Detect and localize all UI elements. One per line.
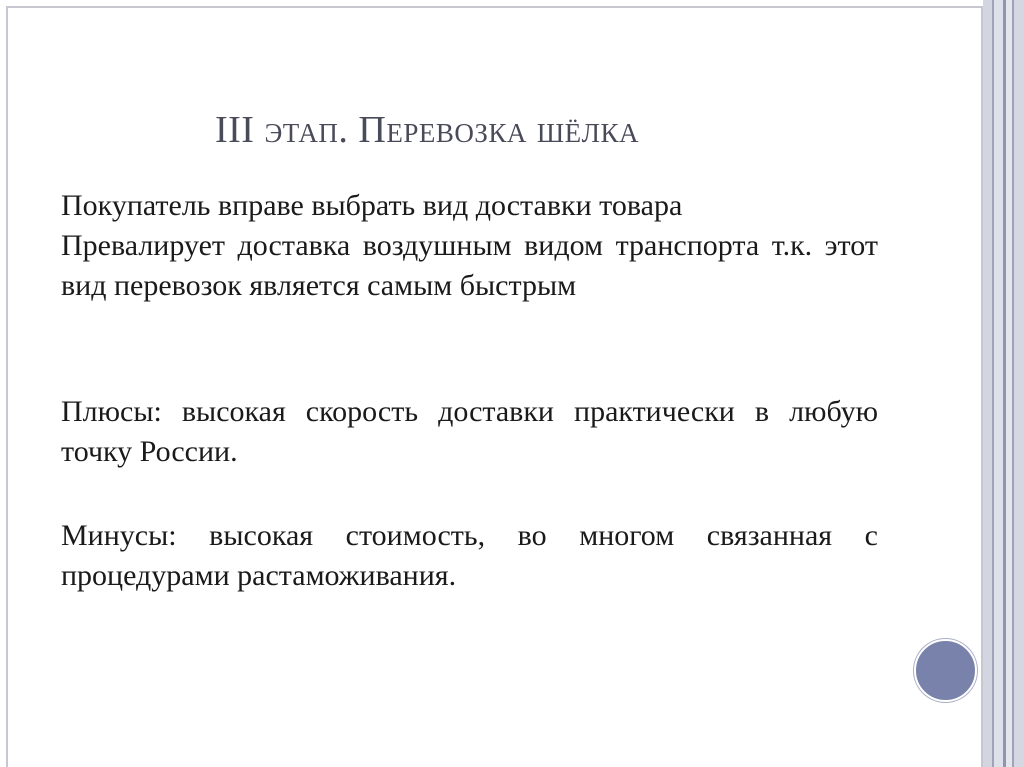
decorative-circle [914, 639, 977, 702]
paragraph-cons: Минусы: высокая стоимость, во многом связанная с процедурами растаможивания. [61, 519, 878, 592]
decorative-stripe [994, 0, 1003, 767]
slide-title: III этап. Перевозка шёлка [215, 109, 639, 151]
decorative-stripe [1014, 0, 1024, 767]
paragraph-delivery [61, 186, 878, 306]
paragraph-delivery-line1: Покупатель вправе выбрать вид доставки товара [61, 189, 683, 222]
paragraph-delivery-rest: Превалирует доставка воздушным видом транспорта т.к. этот вид перевозок является самым быстрым [61, 229, 878, 302]
paragraph-pros: Плюсы: высокая скорость доставки практически в любую точку России. [61, 395, 878, 468]
decorative-stripe [983, 0, 992, 767]
